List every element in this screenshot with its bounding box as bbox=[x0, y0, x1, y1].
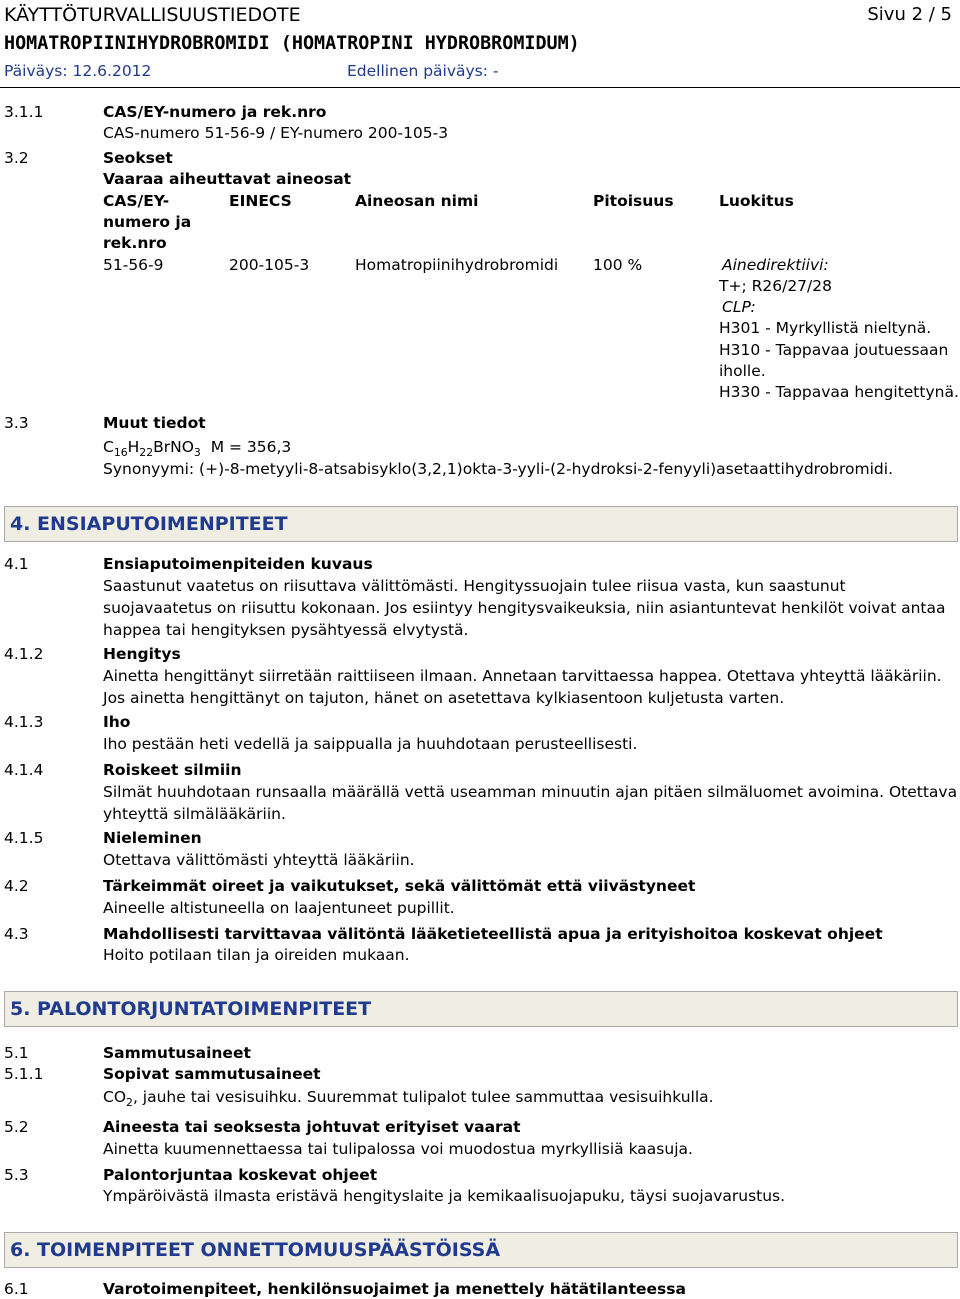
subsection-title: Palontorjuntaa koskevat ohjeet bbox=[103, 1166, 378, 1184]
table-header-classification: Luokitus bbox=[719, 192, 794, 210]
subsection-title: Tärkeimmät oireet ja vaikutukset, sekä välittömät että viivästyneet bbox=[103, 877, 696, 895]
subsection-text: Hoito potilaan tilan ja oireiden mukaan. bbox=[103, 946, 410, 964]
subsection-title: Mahdollisesti tarvittavaa välitöntä lääketieteellistä apua ja erityishoitoa koskevat ohjeet bbox=[103, 925, 883, 943]
cas-heading: CAS/EY-numero ja rek.nro bbox=[103, 103, 327, 121]
section-heading-4 bbox=[4, 506, 958, 542]
table-header-name: Aineosan nimi bbox=[355, 192, 479, 210]
table-cell-classification: H310 - Tappavaa joutuessaan bbox=[719, 341, 949, 359]
page-number: Sivu 2 / 5 bbox=[867, 4, 952, 25]
product-name: HOMATROPIINIHYDROBROMIDI (HOMATROPINI HYDROBROMIDUM) bbox=[4, 33, 580, 54]
table-cell-classification: H301 - Myrkyllistä nieltynä. bbox=[719, 319, 932, 337]
table-cell-classification: T+; R26/27/28 bbox=[719, 277, 832, 295]
subsection-title: Varotoimenpiteet, henkilönsuojaimet ja menettely hätätilanteessa bbox=[103, 1280, 686, 1298]
section-number: 4.1.3 bbox=[4, 713, 44, 731]
subsection-text: Otettava välittömästi yhteyttä lääkäriin. bbox=[103, 851, 415, 869]
subsection-text: Ainetta kuumennettaessa tai tulipalossa voi muodostua myrkyllisiä kaasuja. bbox=[103, 1140, 693, 1158]
table-cell-name: Homatropiinihydrobromidi bbox=[355, 256, 559, 274]
section-number: 3.3 bbox=[4, 414, 29, 432]
section-number: 5.1 bbox=[4, 1044, 29, 1062]
section-number: 5.3 bbox=[4, 1166, 29, 1184]
section-number: 6.1 bbox=[4, 1280, 29, 1298]
table-header-cas: rek.nro bbox=[103, 234, 167, 252]
table-header-concentration: Pitoisuus bbox=[593, 192, 674, 210]
section-title: 4. ENSIAPUTOIMENPITEET bbox=[10, 513, 288, 535]
header-divider bbox=[0, 87, 960, 88]
section-number: 5.1.1 bbox=[4, 1065, 44, 1083]
subsection-title: Ensiaputoimenpiteiden kuvaus bbox=[103, 555, 373, 573]
table-cell-classification: Ainedirektiivi: bbox=[722, 256, 829, 274]
subsection-title: Sopivat sammutusaineet bbox=[103, 1065, 321, 1083]
table-cell-concentration: 100 % bbox=[593, 256, 643, 274]
section-number: 5.2 bbox=[4, 1118, 29, 1136]
section-number: 3.2 bbox=[4, 149, 29, 167]
subsection-title: Roiskeet silmiin bbox=[103, 761, 242, 779]
section-number: 4.1.4 bbox=[4, 761, 44, 779]
document-title: KÄYTTÖTURVALLISUUSTIEDOTE bbox=[4, 4, 301, 26]
section-number: 3.1.1 bbox=[4, 103, 44, 121]
subsection-title: Nieleminen bbox=[103, 829, 202, 847]
subsection-title: Iho bbox=[103, 713, 131, 731]
table-header-cas: numero ja bbox=[103, 213, 192, 231]
molecular-formula: $C_{16}H_{22}BrNO_3$ M = 356,3 bbox=[103, 438, 292, 459]
section-number: 4.3 bbox=[4, 925, 29, 943]
subsection-title: Aineesta tai seoksesta johtuvat erityiset vaarat bbox=[103, 1118, 521, 1136]
hazardous-heading: Vaaraa aiheuttavat aineosat bbox=[103, 170, 352, 188]
section-title: 6. TOIMENPITEET ONNETTOMUUSPÄÄSTÖISSÄ bbox=[10, 1239, 501, 1261]
issue-date: Päiväys: 12.6.2012 bbox=[4, 62, 152, 80]
subsection-text: Silmät huuhdotaan runsaalla määrällä vettä useamman minuutin ajan pitäen silmäluomet avoimina. Otettava yhteyttä silmälääkäriin. bbox=[103, 783, 958, 823]
section-number: 4.1 bbox=[4, 555, 29, 573]
table-header-einecs: EINECS bbox=[229, 192, 292, 210]
subsection-text: Saastunut vaatetus on riisuttava välittömästi. Hengityssuojain tulee riisua vasta, kun saastunut suojavaatetus on riisuttu kokonaan. Jos esiintyy hengitysvaikeuksia, niin asiantuntevat henkilöt voivat antaa happea tai hengityksen pysähtyessä elvytystä. bbox=[103, 577, 946, 639]
subsection-text: Aineelle altistuneella on laajentuneet pupillit. bbox=[103, 899, 455, 917]
section-number: 4.1.2 bbox=[4, 645, 44, 663]
cas-text: CAS-numero 51-56-9 / EY-numero 200-105-3 bbox=[103, 124, 449, 142]
section-number: 4.1.5 bbox=[4, 829, 44, 847]
section-number: 4.2 bbox=[4, 877, 29, 895]
table-cell-cas: 51-56-9 bbox=[103, 256, 164, 274]
table-cell-classification: H330 - Tappavaa hengitettynä. bbox=[719, 383, 959, 401]
subsection-text: $CO_2$, jauhe tai vesisuihku. Suuremmat tulipalot tulee sammuttaa vesisuihkulla. bbox=[103, 1088, 714, 1109]
dates-row bbox=[4, 62, 954, 82]
subsection-text: Ainetta hengittänyt siirretään raittiiseen ilmaan. Annetaan tarvittaessa happea. Otettava yhteyttä lääkäriin. Jos ainetta hengittänyt on tajuton, hänet on asetettava kylkiasentoon kuljetusta varten. bbox=[103, 667, 942, 707]
previous-date: Edellinen päiväys: - bbox=[347, 62, 499, 80]
page-header bbox=[4, 4, 954, 82]
section-heading-6 bbox=[4, 1232, 958, 1268]
subsection-title: Sammutusaineet bbox=[103, 1044, 251, 1062]
synonym-text: Synonyymi: (+)-8-metyyli-8-atsabisyklo(3,2,1)okta-3-yyli-(2-hydroksi-2-fenyyli)asetaattihydrobromidi. bbox=[103, 460, 894, 478]
subsection-title: Hengitys bbox=[103, 645, 181, 663]
section-title: 5. PALONTORJUNTATOIMENPITEET bbox=[10, 998, 372, 1020]
section-heading-5 bbox=[4, 991, 958, 1027]
subsection-text: Ympäröivästä ilmasta eristävä hengityslaite ja kemikaalisuojapuku, täysi suojavarustus. bbox=[103, 1187, 786, 1205]
table-cell-classification: CLP: bbox=[722, 298, 756, 316]
table-cell-einecs: 200-105-3 bbox=[229, 256, 310, 274]
table-header-cas: CAS/EY- bbox=[103, 192, 170, 210]
table-cell-classification: iholle. bbox=[719, 362, 766, 380]
subsection-text: Iho pestään heti vedellä ja saippualla ja huuhdotaan perusteellisesti. bbox=[103, 735, 638, 753]
other-info-heading: Muut tiedot bbox=[103, 414, 206, 432]
mixtures-heading: Seokset bbox=[103, 149, 173, 167]
